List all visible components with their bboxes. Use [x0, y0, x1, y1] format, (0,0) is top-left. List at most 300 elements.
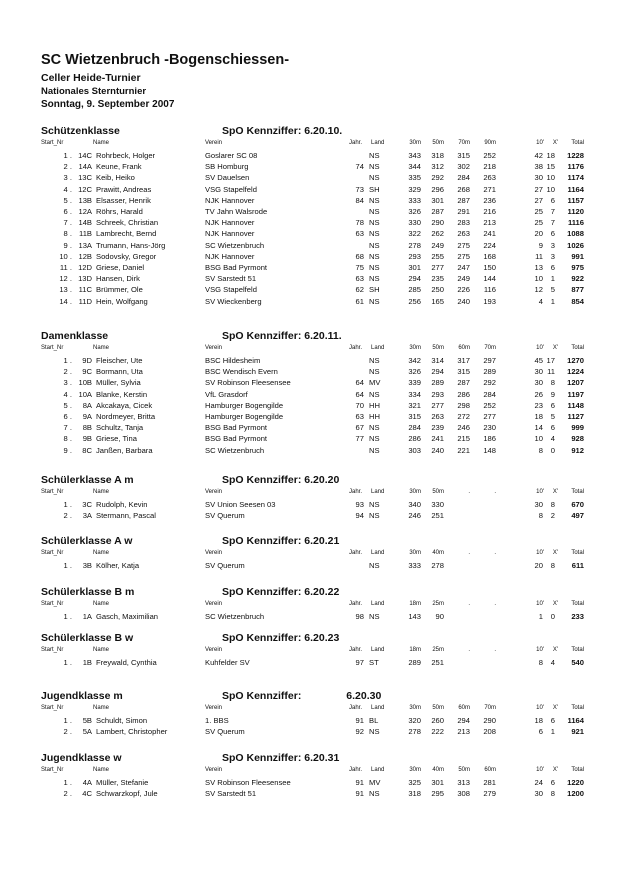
cell-total: 877 — [571, 285, 584, 295]
code-number: 6.20.10. — [304, 125, 343, 137]
header-t10: 10' — [536, 345, 544, 351]
cell-d4: 290 — [483, 716, 496, 725]
cell-d4: 271 — [483, 184, 496, 194]
cell-x: 11 — [547, 367, 555, 377]
cell-d1: 333 — [408, 195, 421, 205]
cell-d1: 344 — [408, 162, 421, 172]
cell-total: 540 — [571, 658, 584, 667]
cell-total: 233 — [571, 612, 584, 621]
cell-name: Nordmeyer, Britta — [96, 412, 156, 421]
cell-d4: 279 — [483, 789, 496, 799]
cell-d2: 165 — [431, 296, 444, 306]
cell-d4: 297 — [483, 356, 496, 365]
table-header — [0, 489, 620, 498]
header-d2: 40m — [432, 767, 444, 773]
cell-nr: 8A — [82, 400, 92, 410]
header-d4: 60m — [484, 767, 496, 773]
cell-d4: 236 — [483, 195, 496, 205]
header-x: X' — [552, 705, 558, 711]
code-label: SpO Kennziffer: — [222, 330, 302, 342]
cell-d2: 318 — [431, 151, 444, 160]
cell-name: Janßen, Barbara — [96, 445, 153, 455]
cell-d4: 168 — [483, 251, 496, 261]
code-number: 6.20.31 — [304, 752, 340, 764]
cell-nr: 3C — [82, 500, 92, 509]
header-d2: 50m — [432, 140, 444, 146]
cell-x: 8 — [550, 561, 555, 570]
cell-d1: 286 — [408, 434, 421, 444]
cell-nr: 1A — [82, 612, 92, 621]
cell-verein: SC Wietzenbruch — [205, 240, 265, 250]
class-code — [222, 474, 339, 486]
table-header — [0, 140, 620, 149]
cell-d4: 289 — [483, 367, 496, 377]
cell-jahr: 63 — [355, 412, 364, 421]
cell-pl: 1 . — [63, 356, 72, 365]
header-start_nr: Start_Nr — [41, 140, 64, 146]
header-verein: Verein — [205, 601, 223, 607]
cell-d1: 342 — [408, 356, 421, 365]
header-name: Name — [93, 140, 110, 146]
header-d4: 70m — [484, 705, 496, 711]
cell-land: NS — [369, 561, 380, 570]
cell-pl: 2 . — [63, 727, 72, 737]
cell-t10: 12 — [534, 285, 543, 295]
cell-d3: 249 — [457, 274, 470, 284]
cell-pl: 8 . — [63, 434, 72, 444]
cell-total: 611 — [571, 561, 584, 570]
cell-x: 15 — [546, 162, 555, 172]
cell-d3: 226 — [457, 285, 470, 295]
cell-verein: BSG Bad Pyrmont — [205, 263, 268, 272]
table-row — [0, 274, 620, 285]
header-x: X' — [552, 140, 558, 146]
cell-nr: 4C — [82, 789, 92, 799]
header-verein: Verein — [205, 705, 223, 711]
code-label: SpO Kennziffer: — [222, 690, 302, 702]
cell-land: NS — [369, 445, 380, 455]
cell-pl: 1 . — [63, 778, 72, 787]
cell-verein: SV Querum — [205, 511, 245, 521]
cell-pl: 6 . — [63, 412, 72, 421]
cell-d3: 268 — [457, 184, 470, 194]
cell-t10: 1 — [538, 612, 543, 621]
cell-d2: 262 — [431, 229, 444, 239]
cell-name: Schultz, Tanja — [96, 423, 144, 433]
header-d2: 50m — [432, 345, 444, 351]
cell-verein: SV Union Seesen 03 — [205, 500, 276, 509]
cell-nr: 8B — [82, 423, 92, 433]
cell-pl: 1 . — [63, 612, 72, 621]
header-d3: . — [468, 647, 470, 653]
table-row — [0, 401, 620, 412]
cell-name: Trumann, Hans-Jörg — [96, 240, 166, 250]
cell-d3: 272 — [457, 412, 470, 421]
cell-verein: SB Homburg — [205, 162, 249, 172]
table-row — [0, 173, 620, 184]
table-row — [0, 218, 620, 229]
cell-d4: 216 — [483, 207, 496, 216]
cell-name: Schreek, Christian — [96, 218, 159, 228]
cell-d2: 260 — [431, 716, 444, 725]
cell-d4: 213 — [483, 218, 496, 228]
cell-jahr: 98 — [355, 612, 364, 621]
cell-x: 5 — [550, 285, 555, 295]
cell-d2: 251 — [431, 658, 444, 667]
header-d4: . — [494, 647, 496, 653]
cell-total: 1176 — [567, 162, 584, 172]
cell-d2: 312 — [431, 162, 444, 172]
cell-pl: 9 . — [63, 240, 72, 250]
cell-x: 2 — [550, 511, 555, 521]
cell-nr: 11C — [78, 285, 92, 295]
cell-t10: 30 — [534, 367, 543, 377]
class-title: Schülerklasse B w — [41, 632, 134, 644]
cell-pl: 14 . — [59, 296, 72, 306]
code-label: SpO Kennziffer: — [222, 474, 302, 486]
cell-pl: 7 . — [63, 218, 72, 228]
cell-jahr: 84 — [355, 195, 364, 205]
code-label: SpO Kennziffer: — [222, 535, 302, 547]
cell-t10: 8 — [538, 445, 543, 455]
cell-d2: 263 — [431, 412, 444, 421]
cell-name: Griese, Tina — [96, 434, 137, 444]
cell-t10: 14 — [534, 423, 543, 433]
cell-d1: 320 — [408, 716, 421, 725]
cell-d2: 277 — [431, 400, 444, 410]
cell-pl: 1 . — [63, 658, 72, 667]
header-name: Name — [93, 489, 110, 495]
cell-pl: 11 . — [59, 263, 72, 272]
cell-t10: 18 — [534, 412, 543, 421]
cell-pl: 9 . — [63, 445, 72, 455]
cell-land: NS — [369, 162, 380, 172]
header-start_nr: Start_Nr — [41, 601, 64, 607]
cell-total: 912 — [571, 445, 584, 455]
table-row — [0, 716, 620, 727]
class-title: Schülerklasse A m — [41, 474, 134, 486]
cell-x: 8 — [550, 789, 555, 799]
table-row — [0, 378, 620, 389]
header-start_nr: Start_Nr — [41, 550, 64, 556]
table-header — [0, 601, 620, 610]
cell-d3: 246 — [457, 423, 470, 433]
cell-nr: 12D — [78, 263, 92, 272]
cell-total: 1200 — [567, 789, 584, 799]
cell-d4: 281 — [483, 778, 496, 787]
cell-verein: Hamburger Bogengilde — [205, 412, 284, 421]
page-subtitle-2: Nationales Sternturnier — [41, 86, 147, 97]
cell-d3: 294 — [457, 716, 470, 725]
cell-verein: SV Robinson Fleesensee — [205, 778, 291, 787]
header-land: Land — [371, 140, 385, 146]
code-number: 6.20.11. — [304, 330, 342, 342]
cell-nr: 9C — [82, 367, 92, 377]
table-row — [0, 561, 620, 572]
cell-total: 991 — [571, 251, 584, 261]
cell-verein: VSG Stapelfeld — [205, 184, 257, 194]
cell-total: 1164 — [567, 184, 584, 194]
cell-nr: 12A — [78, 207, 92, 216]
cell-total: 1157 — [567, 195, 584, 205]
header-d1: 30m — [409, 489, 421, 495]
cell-verein: SV Dauelsen — [205, 173, 250, 183]
header-land: Land — [371, 705, 385, 711]
code-number: 6.20.22 — [304, 586, 340, 598]
cell-verein: BSG Bad Pyrmont — [205, 423, 268, 433]
class-code — [222, 752, 339, 764]
header-d3: 70m — [458, 140, 470, 146]
cell-land: SH — [369, 285, 380, 295]
cell-d3: 284 — [457, 173, 470, 183]
cell-d4: 208 — [483, 727, 496, 737]
cell-d1: 334 — [408, 389, 421, 399]
cell-t10: 27 — [534, 184, 543, 194]
header-t10: 10' — [536, 489, 544, 495]
cell-x: 6 — [550, 263, 555, 272]
cell-d2: 239 — [431, 423, 444, 433]
table-row — [0, 196, 620, 207]
cell-d4: 144 — [483, 274, 496, 284]
cell-x: 8 — [550, 500, 555, 509]
cell-t10: 45 — [534, 356, 543, 365]
header-verein: Verein — [205, 489, 223, 495]
header-d1: 30m — [409, 767, 421, 773]
cell-d1: 289 — [408, 658, 421, 667]
cell-d1: 339 — [408, 378, 421, 388]
cell-pl: 4 . — [63, 184, 72, 194]
cell-total: 1148 — [567, 400, 584, 410]
code-number: 6.20.23 — [304, 632, 340, 644]
table-header — [0, 550, 620, 559]
cell-nr: 13B — [78, 195, 92, 205]
cell-total: 1224 — [567, 367, 584, 377]
header-d4: 90m — [484, 140, 496, 146]
cell-name: Hein, Wolfgang — [96, 296, 148, 306]
cell-d2: 235 — [431, 274, 444, 284]
cell-x: 5 — [550, 412, 555, 421]
cell-name: Bormann, Uta — [96, 367, 143, 377]
cell-jahr: 61 — [355, 296, 364, 306]
header-jahr: Jahr. — [349, 601, 363, 607]
cell-jahr: 91 — [355, 789, 364, 799]
cell-land: NS — [369, 274, 380, 284]
class-code — [222, 330, 342, 342]
cell-d4: 277 — [483, 412, 496, 421]
cell-total: 670 — [571, 500, 584, 509]
cell-d2: 287 — [431, 207, 444, 216]
cell-verein: 1. BBS — [205, 716, 229, 725]
cell-nr: 9D — [82, 356, 92, 365]
cell-d1: 256 — [408, 296, 421, 306]
header-verein: Verein — [205, 345, 223, 351]
header-d1: 30m — [409, 345, 421, 351]
cell-land: NS — [369, 356, 380, 365]
cell-jahr: 74 — [355, 162, 364, 172]
cell-d2: 240 — [431, 445, 444, 455]
class-code — [222, 535, 339, 547]
cell-d1: 318 — [408, 789, 421, 799]
header-d3: . — [468, 550, 470, 556]
cell-d1: 330 — [408, 218, 421, 228]
cell-d2: 249 — [431, 240, 444, 250]
header-jahr: Jahr. — [349, 705, 363, 711]
table-row — [0, 612, 620, 623]
cell-land: HH — [369, 400, 380, 410]
cell-d2: 314 — [431, 356, 444, 365]
table-row — [0, 390, 620, 401]
cell-total: 999 — [571, 423, 584, 433]
cell-d1: 284 — [408, 423, 421, 433]
cell-land: MV — [369, 378, 381, 388]
cell-total: 1127 — [567, 412, 584, 421]
cell-name: Keib, Heiko — [96, 173, 135, 183]
cell-land: SH — [369, 184, 380, 194]
class-code — [222, 632, 339, 644]
cell-x: 6 — [550, 423, 555, 433]
cell-pl: 1 . — [63, 500, 72, 509]
cell-d3: 287 — [457, 195, 470, 205]
cell-pl: 12 . — [59, 274, 72, 284]
table-row — [0, 162, 620, 173]
cell-verein: Hamburger Bogengilde — [205, 400, 284, 410]
cell-name: Lambrecht, Bernd — [96, 229, 157, 239]
cell-jahr: 63 — [355, 274, 364, 284]
code-number: 6.20.30 — [346, 690, 382, 702]
table-row — [0, 367, 620, 378]
table-row — [0, 434, 620, 445]
cell-d1: 321 — [408, 400, 421, 410]
cell-d3: 275 — [457, 240, 470, 250]
cell-land: NS — [369, 389, 380, 399]
cell-t10: 10 — [534, 274, 543, 284]
cell-name: Rohrbeck, Holger — [96, 151, 156, 160]
header-jahr: Jahr. — [349, 550, 363, 556]
cell-verein: SV Sarstedt 51 — [205, 789, 257, 799]
cell-d3: 275 — [457, 251, 470, 261]
cell-d4: 252 — [483, 400, 496, 410]
cell-total: 497 — [571, 511, 584, 521]
cell-d3: 315 — [457, 151, 470, 160]
header-name: Name — [93, 550, 110, 556]
cell-name: Akcakaya, Cicek — [96, 400, 153, 410]
cell-jahr: 77 — [355, 434, 364, 444]
page-title: SC Wietzenbruch -Bogenschiessen- — [41, 52, 290, 68]
cell-x: 9 — [550, 389, 555, 399]
table-row — [0, 412, 620, 423]
cell-pl: 6 . — [63, 207, 72, 216]
cell-total: 1270 — [567, 356, 584, 365]
cell-land: NS — [369, 207, 380, 216]
table-row — [0, 511, 620, 522]
header-total: Total — [571, 489, 584, 495]
cell-jahr: 92 — [355, 727, 364, 737]
cell-land: NS — [369, 151, 380, 160]
table-row — [0, 423, 620, 434]
cell-jahr: 68 — [355, 251, 364, 261]
cell-d3: 291 — [457, 207, 470, 216]
cell-land: MV — [369, 778, 381, 787]
table-header — [0, 345, 620, 354]
code-number: 6.20.21 — [304, 535, 340, 547]
cell-nr: 8C — [82, 445, 92, 455]
cell-nr: 5B — [82, 716, 92, 725]
cell-d3: 315 — [457, 367, 470, 377]
cell-nr: 3A — [82, 511, 92, 521]
header-start_nr: Start_Nr — [41, 345, 64, 351]
cell-d1: 335 — [408, 173, 421, 183]
cell-nr: 9A — [82, 412, 92, 421]
cell-pl: 2 . — [63, 367, 72, 377]
cell-jahr: 64 — [355, 389, 364, 399]
cell-nr: 11B — [79, 229, 92, 239]
cell-total: 1197 — [567, 389, 584, 399]
cell-name: Gasch, Maximilian — [96, 612, 159, 621]
cell-d2: 90 — [435, 612, 444, 621]
cell-d1: 326 — [408, 367, 421, 377]
table-row — [0, 252, 620, 263]
cell-d3: 263 — [457, 229, 470, 239]
header-name: Name — [93, 647, 110, 653]
header-name: Name — [93, 601, 110, 607]
code-label: SpO Kennziffer: — [222, 586, 302, 598]
cell-d1: 329 — [408, 184, 421, 194]
header-jahr: Jahr. — [349, 140, 363, 146]
table-header — [0, 705, 620, 714]
cell-nr: 3B — [82, 561, 92, 570]
header-x: X' — [552, 601, 558, 607]
cell-pl: 3 . — [63, 378, 72, 388]
cell-nr: 13C — [78, 173, 92, 183]
header-t10: 10' — [536, 705, 544, 711]
cell-t10: 8 — [538, 511, 543, 521]
cell-name: Kölher, Katja — [96, 561, 140, 570]
cell-land: NS — [369, 240, 380, 250]
cell-nr: 10A — [78, 389, 92, 399]
header-verein: Verein — [205, 140, 223, 146]
cell-d1: 278 — [408, 727, 421, 737]
cell-nr: 14A — [78, 162, 92, 172]
header-d2: 25m — [432, 601, 444, 607]
cell-total: 1164 — [567, 716, 584, 725]
cell-t10: 11 — [535, 251, 543, 261]
cell-name: Rudolph, Kevin — [96, 500, 148, 509]
cell-name: Prawitt, Andreas — [96, 184, 152, 194]
header-d2: 25m — [432, 647, 444, 653]
header-d4: . — [494, 550, 496, 556]
cell-d2: 289 — [431, 378, 444, 388]
cell-jahr: 62 — [355, 285, 364, 295]
cell-d2: 278 — [431, 561, 444, 570]
class-title: Damenklasse — [41, 330, 109, 342]
table-row — [0, 356, 620, 367]
cell-x: 3 — [550, 251, 555, 261]
cell-x: 10 — [546, 173, 555, 183]
cell-d4: 284 — [483, 389, 496, 399]
header-verein: Verein — [205, 767, 223, 773]
cell-name: Griese, Daniel — [96, 263, 145, 272]
cell-total: 928 — [571, 434, 584, 444]
cell-t10: 25 — [534, 218, 543, 228]
header-t10: 10' — [536, 140, 544, 146]
cell-pl: 5 . — [63, 400, 72, 410]
class-code — [222, 125, 342, 137]
cell-x: 0 — [550, 612, 555, 621]
cell-jahr: 93 — [355, 500, 364, 509]
cell-t10: 30 — [534, 378, 543, 388]
cell-t10: 20 — [534, 229, 543, 239]
header-x: X' — [552, 767, 558, 773]
